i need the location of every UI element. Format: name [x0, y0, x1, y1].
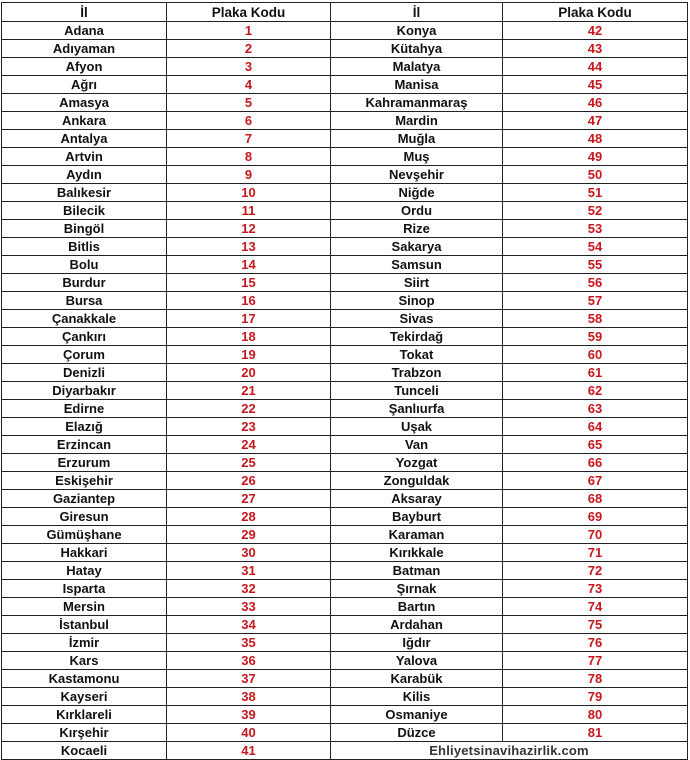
plate-code: 25: [167, 454, 331, 472]
city-name: Çanakkale: [2, 310, 167, 328]
plate-code: 28: [167, 508, 331, 526]
plate-code: 1: [167, 22, 331, 40]
city-name: Denizli: [2, 364, 167, 382]
plate-code: 4: [167, 76, 331, 94]
plate-code: 48: [503, 130, 688, 148]
city-name: Şırnak: [331, 580, 503, 598]
plate-code: 21: [167, 382, 331, 400]
city-name: Elazığ: [2, 418, 167, 436]
city-name: Kocaeli: [2, 742, 167, 760]
plate-code: 80: [503, 706, 688, 724]
table-row: [2, 292, 688, 310]
city-name: Erzincan: [2, 436, 167, 454]
table-row: [2, 256, 688, 274]
city-name: Batman: [331, 562, 503, 580]
table-row: [2, 364, 688, 382]
city-name: İzmir: [2, 634, 167, 652]
table-row: [2, 436, 688, 454]
plate-code: 77: [503, 652, 688, 670]
plate-code: 30: [167, 544, 331, 562]
table-row: [2, 202, 688, 220]
table-row: [2, 688, 688, 706]
city-name: Kütahya: [331, 40, 503, 58]
plate-code: 55: [503, 256, 688, 274]
table-row: [2, 58, 688, 76]
table-row: [2, 148, 688, 166]
city-name: Aksaray: [331, 490, 503, 508]
city-name: Yozgat: [331, 454, 503, 472]
plate-code: 36: [167, 652, 331, 670]
plate-code-table: [1, 2, 688, 760]
plate-code: 20: [167, 364, 331, 382]
plate-code: 78: [503, 670, 688, 688]
plate-code: 9: [167, 166, 331, 184]
table-row: [2, 670, 688, 688]
city-name: Kayseri: [2, 688, 167, 706]
plate-code: 29: [167, 526, 331, 544]
city-name: Muş: [331, 148, 503, 166]
header-row: [2, 3, 688, 22]
table-row: [2, 562, 688, 580]
plate-code: 72: [503, 562, 688, 580]
plate-code: 7: [167, 130, 331, 148]
table-row: [2, 310, 688, 328]
city-name: Manisa: [331, 76, 503, 94]
city-name: Sinop: [331, 292, 503, 310]
city-name: Kilis: [331, 688, 503, 706]
city-name: Amasya: [2, 94, 167, 112]
plate-code: 42: [503, 22, 688, 40]
city-name: Osmaniye: [331, 706, 503, 724]
city-name: Artvin: [2, 148, 167, 166]
plate-code: 41: [167, 742, 331, 760]
plate-code: 56: [503, 274, 688, 292]
table-row: [2, 130, 688, 148]
plate-code: 3: [167, 58, 331, 76]
city-name: Aydın: [2, 166, 167, 184]
plate-code: 8: [167, 148, 331, 166]
plate-code: 27: [167, 490, 331, 508]
table-row: [2, 400, 688, 418]
city-name: Giresun: [2, 508, 167, 526]
city-name: Hatay: [2, 562, 167, 580]
plate-code: 58: [503, 310, 688, 328]
table-row: [2, 238, 688, 256]
city-name: Hakkari: [2, 544, 167, 562]
table-row: [2, 742, 688, 760]
city-name: Mersin: [2, 598, 167, 616]
city-name: Karaman: [331, 526, 503, 544]
plate-code: 76: [503, 634, 688, 652]
plate-code: 60: [503, 346, 688, 364]
city-name: Kırklareli: [2, 706, 167, 724]
city-name: Gümüşhane: [2, 526, 167, 544]
table-row: [2, 112, 688, 130]
city-name: Ağrı: [2, 76, 167, 94]
city-name: Burdur: [2, 274, 167, 292]
city-name: Bilecik: [2, 202, 167, 220]
table-row: [2, 616, 688, 634]
city-name: Gaziantep: [2, 490, 167, 508]
plate-code: 14: [167, 256, 331, 274]
plate-code: 22: [167, 400, 331, 418]
table-row: [2, 76, 688, 94]
plate-code: 73: [503, 580, 688, 598]
city-name: Kırşehir: [2, 724, 167, 742]
city-name: Şanlıurfa: [331, 400, 503, 418]
city-name: Trabzon: [331, 364, 503, 382]
city-name: İstanbul: [2, 616, 167, 634]
table-row: [2, 652, 688, 670]
city-name: Van: [331, 436, 503, 454]
plate-code: 17: [167, 310, 331, 328]
plate-code: 12: [167, 220, 331, 238]
plate-code: 46: [503, 94, 688, 112]
city-name: Ankara: [2, 112, 167, 130]
table-row: [2, 346, 688, 364]
plate-code: 47: [503, 112, 688, 130]
table-row: [2, 490, 688, 508]
plate-code: 57: [503, 292, 688, 310]
city-name: Afyon: [2, 58, 167, 76]
city-name: Mardin: [331, 112, 503, 130]
plate-code: 68: [503, 490, 688, 508]
city-name: Balıkesir: [2, 184, 167, 202]
plate-code: 10: [167, 184, 331, 202]
table-row: [2, 580, 688, 598]
city-name: Diyarbakır: [2, 382, 167, 400]
city-name: Çorum: [2, 346, 167, 364]
plate-code: 33: [167, 598, 331, 616]
plate-code: 67: [503, 472, 688, 490]
table-row: [2, 220, 688, 238]
plate-code: 35: [167, 634, 331, 652]
plate-code: 66: [503, 454, 688, 472]
table-row: [2, 454, 688, 472]
city-name: Ardahan: [331, 616, 503, 634]
plate-code: 6: [167, 112, 331, 130]
plate-code: 45: [503, 76, 688, 94]
table-row: [2, 328, 688, 346]
plate-code: 69: [503, 508, 688, 526]
table-body: [2, 22, 688, 760]
plate-code: 23: [167, 418, 331, 436]
plate-code: 34: [167, 616, 331, 634]
city-name: Zonguldak: [331, 472, 503, 490]
table-row: [2, 382, 688, 400]
city-name: Ordu: [331, 202, 503, 220]
table-row: [2, 184, 688, 202]
plate-code: 71: [503, 544, 688, 562]
plate-code: 65: [503, 436, 688, 454]
plate-code: 11: [167, 202, 331, 220]
plate-code: 18: [167, 328, 331, 346]
city-name: Siirt: [331, 274, 503, 292]
table-row: [2, 274, 688, 292]
plate-code: 63: [503, 400, 688, 418]
plate-code: 19: [167, 346, 331, 364]
plate-code: 37: [167, 670, 331, 688]
table-row: [2, 418, 688, 436]
table-row: [2, 526, 688, 544]
city-name: Kahramanmaraş: [331, 94, 503, 112]
city-name: Iğdır: [331, 634, 503, 652]
plate-code: 70: [503, 526, 688, 544]
plate-code: 13: [167, 238, 331, 256]
city-name: Bursa: [2, 292, 167, 310]
plate-code: 81: [503, 724, 688, 742]
city-name: Antalya: [2, 130, 167, 148]
city-name: Çankırı: [2, 328, 167, 346]
plate-code: 44: [503, 58, 688, 76]
table-row: [2, 508, 688, 526]
city-name: Nevşehir: [331, 166, 503, 184]
plate-code: 38: [167, 688, 331, 706]
city-name: Eskişehir: [2, 472, 167, 490]
plate-code: 5: [167, 94, 331, 112]
watermark-text: Ehliyetsinavihazirlik.com: [331, 742, 688, 760]
plate-code: 26: [167, 472, 331, 490]
plate-code: 15: [167, 274, 331, 292]
city-name: Adana: [2, 22, 167, 40]
city-name: Tunceli: [331, 382, 503, 400]
city-name: Muğla: [331, 130, 503, 148]
city-name: Samsun: [331, 256, 503, 274]
plate-code: 75: [503, 616, 688, 634]
city-name: Rize: [331, 220, 503, 238]
city-name: Yalova: [331, 652, 503, 670]
city-name: Kastamonu: [2, 670, 167, 688]
plate-code: 40: [167, 724, 331, 742]
plate-code: 61: [503, 364, 688, 382]
city-name: Malatya: [331, 58, 503, 76]
plate-code: 53: [503, 220, 688, 238]
table-row: [2, 598, 688, 616]
table-row: [2, 166, 688, 184]
table-row: [2, 724, 688, 742]
header-code-left: Plaka Kodu: [167, 3, 331, 22]
table-row: [2, 706, 688, 724]
city-name: Sakarya: [331, 238, 503, 256]
plate-code: 16: [167, 292, 331, 310]
table-row: [2, 634, 688, 652]
city-name: Uşak: [331, 418, 503, 436]
city-name: Edirne: [2, 400, 167, 418]
table-row: [2, 40, 688, 58]
header-code-right: Plaka Kodu: [503, 3, 688, 22]
plate-code: 32: [167, 580, 331, 598]
city-name: Bolu: [2, 256, 167, 274]
table-row: [2, 22, 688, 40]
plate-code: 74: [503, 598, 688, 616]
plate-code: 51: [503, 184, 688, 202]
table-row: [2, 544, 688, 562]
header-city-left: İl: [2, 3, 167, 22]
plate-code: 54: [503, 238, 688, 256]
table-row: [2, 472, 688, 490]
city-name: Bingöl: [2, 220, 167, 238]
city-name: Konya: [331, 22, 503, 40]
city-name: Isparta: [2, 580, 167, 598]
city-name: Kırıkkale: [331, 544, 503, 562]
plate-code: 39: [167, 706, 331, 724]
plate-code: 52: [503, 202, 688, 220]
table-row: [2, 94, 688, 112]
city-name: Niğde: [331, 184, 503, 202]
city-name: Tokat: [331, 346, 503, 364]
plate-code: 79: [503, 688, 688, 706]
city-name: Kars: [2, 652, 167, 670]
plate-code: 50: [503, 166, 688, 184]
city-name: Bayburt: [331, 508, 503, 526]
plate-code: 59: [503, 328, 688, 346]
plate-code: 2: [167, 40, 331, 58]
plate-code: 24: [167, 436, 331, 454]
plate-code: 31: [167, 562, 331, 580]
city-name: Tekirdağ: [331, 328, 503, 346]
city-name: Bitlis: [2, 238, 167, 256]
header-city-right: İl: [331, 3, 503, 22]
city-name: Bartın: [331, 598, 503, 616]
plate-code: 43: [503, 40, 688, 58]
plate-code: 62: [503, 382, 688, 400]
city-name: Sivas: [331, 310, 503, 328]
city-name: Karabük: [331, 670, 503, 688]
plate-code: 49: [503, 148, 688, 166]
plate-code: 64: [503, 418, 688, 436]
city-name: Düzce: [331, 724, 503, 742]
city-name: Erzurum: [2, 454, 167, 472]
city-name: Adıyaman: [2, 40, 167, 58]
